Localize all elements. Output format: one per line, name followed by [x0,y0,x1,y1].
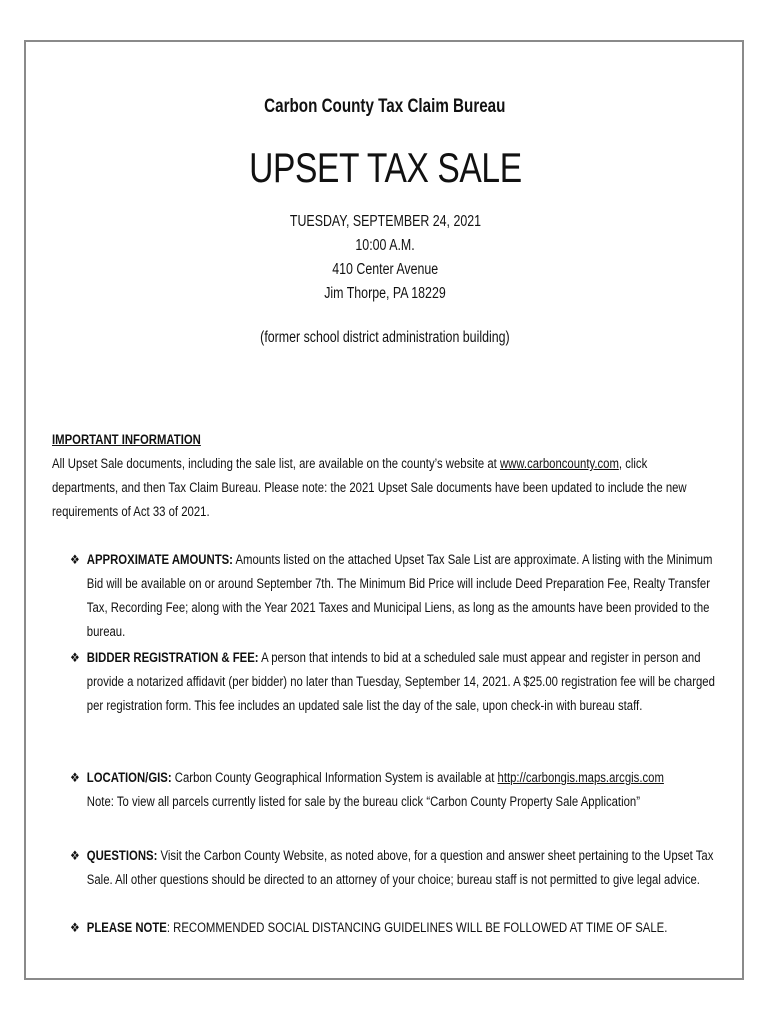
location-gis-note: Note: To view all parcels currently listed for sale by the bureau click “Carbon County Property Sale Application” [86,794,641,809]
please-note-label: PLEASE NOTE [86,920,167,935]
location-gis-text: Carbon County Geographical Information System is available at [171,770,498,785]
important-text-end: , click departments, and then Tax Claim Bureau. Please note: the 2021 Upset Sale documents have been updated to include the new requirements of Act 33 of 2021. [52,456,687,519]
bidder-registration-text: A person that intends to bid at a scheduled sale must appear and register in person and provide a notarized affidavit (per bidder) no later than Tuesday, September 14, 2021. A $25.00 registration fee will be charged per registration form. This fee includes an updated sale list the day of the sale, upon check-in with bureau staff. [86,650,715,713]
bidder-registration-label: BIDDER REGISTRATION & FEE: [86,650,259,665]
important-heading: IMPORTANT INFORMATION [52,432,201,447]
bullet-please-note [70,916,725,940]
questions-label: QUESTIONS: [86,848,158,863]
county-website-link[interactable]: www.carboncounty.com [499,456,619,471]
important-paragraph [52,452,716,524]
sale-time-text: 10:00 A.M. [355,237,415,254]
bullet-diamond-icon: ❖ [70,770,80,785]
document-title-text: UPSET TAX SALE [248,144,522,191]
sale-date-text: TUESDAY, SEPTEMBER 24, 2021 [289,213,481,230]
sale-location-note [0,326,770,350]
location-gis-label: LOCATION/GIS: [86,770,172,785]
bureau-name-text: Carbon County Tax Claim Bureau [264,96,506,117]
bullet-bidder-registration [70,646,725,718]
bullet-diamond-icon: ❖ [70,920,80,935]
sale-city-text: Jim Thorpe, PA 18229 [324,285,446,302]
sale-location-note-text: (former school district administration building) [260,329,510,346]
sale-city [0,282,770,306]
sale-time [0,234,770,258]
approximate-amounts-label: APPROXIMATE AMOUNTS: [86,552,233,567]
bureau-name [0,96,770,118]
sale-address [0,258,770,282]
sale-address-text: 410 Center Avenue [332,261,438,278]
important-text-start: All Upset Sale documents, including the sale list, are available on the county’s website at [52,456,500,471]
bullet-diamond-icon: ❖ [70,650,80,665]
please-note-text: : RECOMMENDED SOCIAL DISTANCING GUIDELINES WILL BE FOLLOWED AT TIME OF SALE. [166,920,668,935]
important-information-section [52,428,716,524]
bullet-diamond-icon: ❖ [70,848,80,863]
questions-text: Visit the Carbon County Website, as noted above, for a question and answer sheet pertaining to the Upset Tax Sale. All other questions should be directed to an attorney of your choice; bureau staff is not permitted to give legal advice. [86,848,714,887]
bullet-questions [70,844,725,892]
approximate-amounts-text: Amounts listed on the attached Upset Tax Sale List are approximate. A listing with the Minimum Bid will be available on or around September 7th. The Minimum Bid Price will include Deed Preparation Fee, Realty Transfer Tax, Recording Fee; along with the Year 2021 Taxes and Municipal Liens, as long as the amounts have been provided to the bureau. [86,552,713,639]
bullet-location-gis [70,766,725,814]
bullet-diamond-icon: ❖ [70,552,80,567]
sale-date [0,210,770,234]
document-title [0,144,770,192]
bullet-approximate-amounts [70,548,725,644]
gis-link[interactable]: http://carbongis.maps.arcgis.com [497,770,664,785]
